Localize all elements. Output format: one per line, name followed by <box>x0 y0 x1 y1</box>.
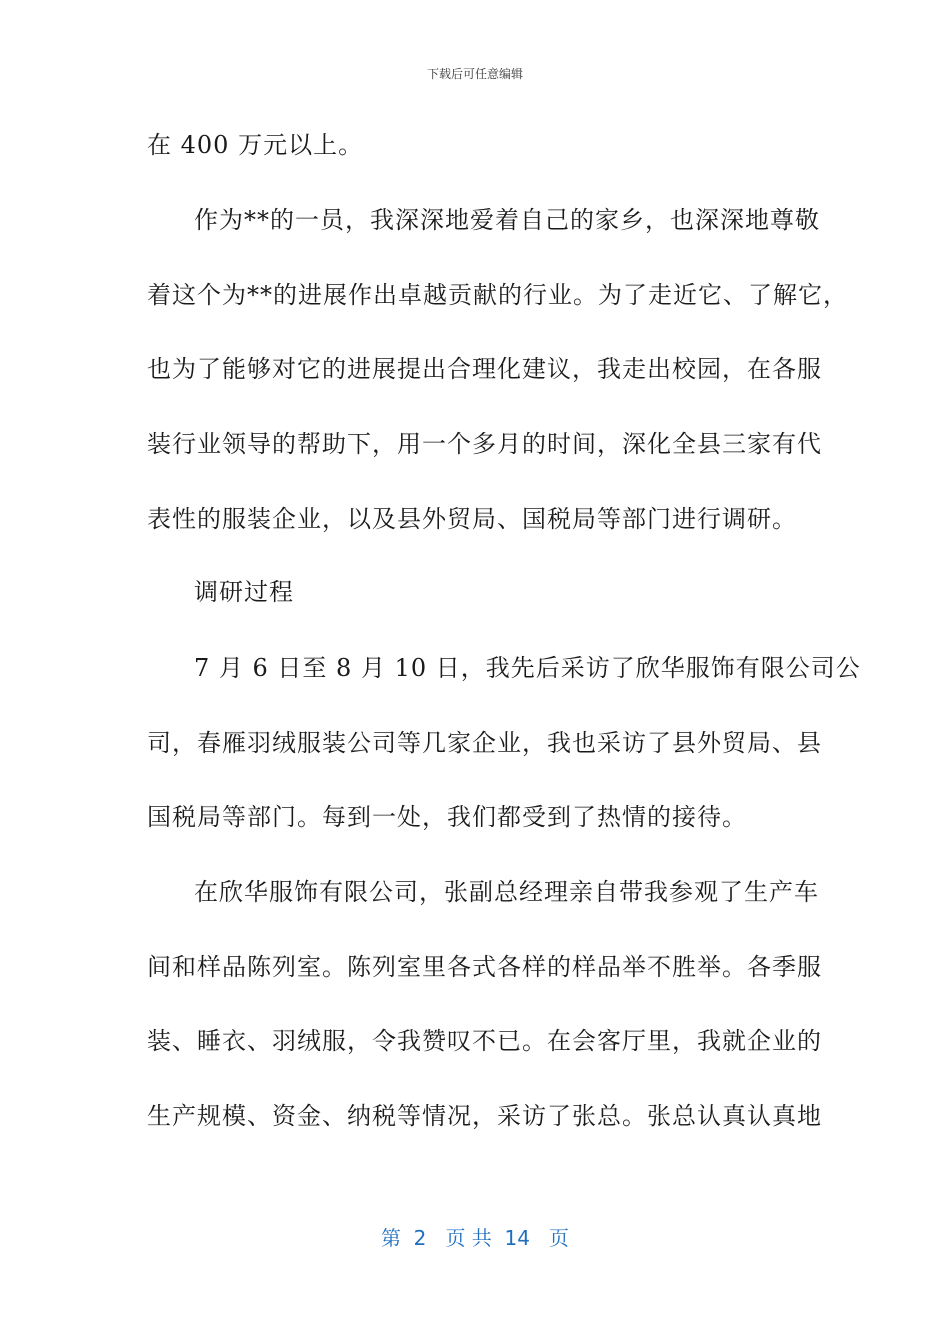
body-line: 表性的服装企业，以及县外贸局、国税局等部门进行调研。 <box>147 505 797 533</box>
body-line: 间和样品陈列室。陈列室里各式各样的样品举不胜举。各季服 <box>147 953 822 981</box>
page-number-footer: 第 2 页 共 14 页 <box>380 1226 570 1250</box>
body-line: 装行业领导的帮助下，用一个多月的时间，深化全县三家有代 <box>147 430 822 458</box>
body-line: 国税局等部门。每到一处，我们都受到了热情的接待。 <box>147 803 747 831</box>
body-line: 也为了能够对它的进展提出合理化建议，我走出校园，在各服 <box>147 355 822 383</box>
body-line: 在 400 万元以上。 <box>147 131 364 159</box>
body-line: 在欣华服饰有限公司，张副总经理亲自带我参观了生产车 <box>194 878 819 906</box>
body-line: 作为**的一员，我深深地爱着自己的家乡，也深深地尊敬 <box>194 206 820 234</box>
body-line: 生产规模、资金、纳税等情况，采访了张总。张总认真认真地 <box>147 1102 822 1130</box>
body-line: 装、睡衣、羽绒服，令我赞叹不已。在会客厅里，我就企业的 <box>147 1027 822 1055</box>
section-heading: 调研过程 <box>194 578 294 606</box>
page-header-note: 下载后可任意编辑 <box>426 67 523 81</box>
body-line: 着这个为**的进展作出卓越贡献的行业。为了走近它、了解它， <box>147 281 848 309</box>
body-line: 7 月 6 日至 8 月 10 日，我先后采访了欣华服饰有限公司公 <box>194 654 861 682</box>
body-line: 司，春雁羽绒服装公司等几家企业，我也采访了县外贸局、县 <box>147 729 822 757</box>
